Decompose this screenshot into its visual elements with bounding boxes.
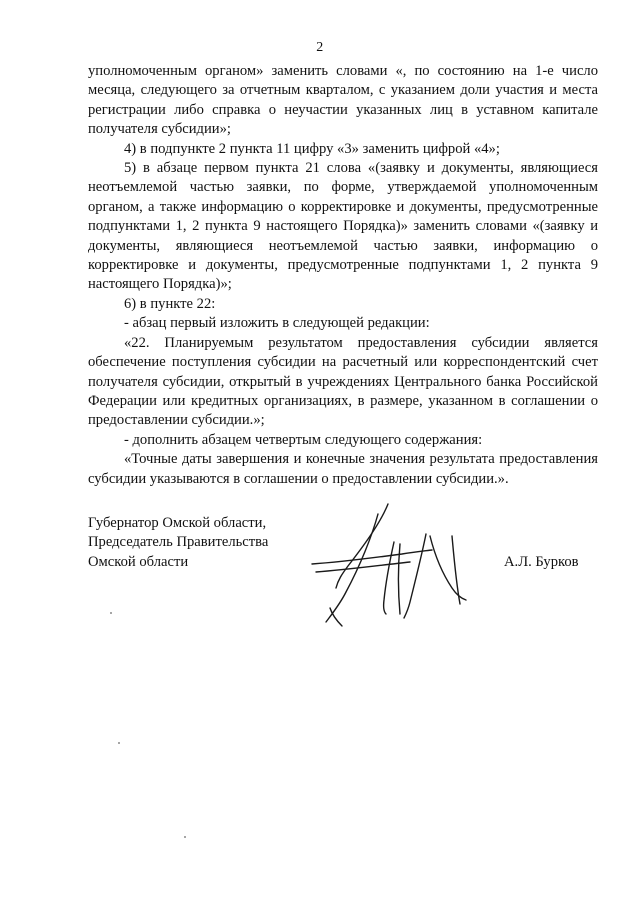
scan-speck (110, 612, 112, 614)
paragraph-continuation: уполномоченным органом» заменить словами «, по состоянию на 1-е число месяца, следующего за отчетным кварталом, с указанием доли участия и места регистрации либо справка о неучастии указанных лиц в уставном капитале получателя субсидии»; (88, 63, 598, 138)
signatory-name: А.Л. Бурков (504, 554, 579, 570)
scan-speck (118, 742, 120, 744)
scan-speck (184, 836, 186, 838)
paragraph-item-6: 6) в пункте 22: (124, 295, 216, 312)
signatory-title-line: Омской области (88, 553, 189, 570)
paragraph-new-clause-22: «22. Планируемым результатом предоставления субсидии является обеспечение поступления субсидии на расчетный или корреспондентский счет получателя субсидии, открытый в учреждениях Центрального банка Российской Федерации или кредитных организациях, в размере, указанном в соглашении о предоставлении субсидии.»; (88, 334, 598, 429)
paragraph-fourth-paragraph-instruction: - дополнить абзацем четвертым следующего содержания: (124, 431, 483, 448)
page-number: 2 (316, 40, 324, 55)
paragraph-item-4: 4) в подпункте 2 пункта 11 цифру «3» заменить цифрой «4»; (124, 140, 500, 157)
paragraph-new-fourth-paragraph: «Точные даты завершения и конечные значения результата предоставления субсидии указываются в соглашении о предоставлении субсидии.». (88, 451, 598, 487)
signatory-title-line: Губернатор Омской области, (88, 515, 267, 531)
paragraph-first-paragraph-instruction: - абзац первый изложить в следующей редакции: (124, 315, 430, 332)
signatory-title-line: Председатель Правительства (88, 534, 269, 551)
signatory-title (88, 514, 268, 572)
document-body (88, 62, 598, 489)
handwritten-signature (302, 496, 482, 636)
paragraph-item-5: 5) в абзаце первом пункта 21 слова «(заявку и документы, являющиеся неотъемлемой частью заявки, по форме, утверждаемой уполномоченным органом, а также информацию о корректировке и документы, предусмотренные подпунктами 1, 2 пункта 9 настоящего Порядка)» заменить словами «(заявку и документы, являющиеся неотъемлемой частью заявки, информацию о корректировке и документы, предусмотренные подпунктами 1, 2 пункта 9 настоящего Порядка)»; (88, 160, 598, 293)
